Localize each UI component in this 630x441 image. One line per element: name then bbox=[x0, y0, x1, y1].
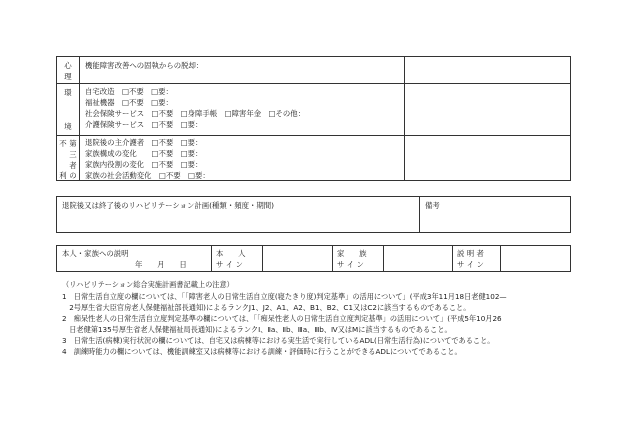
table-divider bbox=[56, 135, 571, 136]
family-sign-label: 家 族 bbox=[337, 249, 367, 258]
environment-line-home: 自宅改造 □不要 □要： bbox=[85, 87, 173, 96]
note-line: 1 日常生活自立度の欄については、「「障害老人の日常生活自立度(寝たきり度)判定基準」の活用について」(平成3年11月18日老健102— bbox=[62, 292, 507, 301]
note-line: 2 痴呆性老人の日常生活自立度判定基準の欄については、「「痴呆性老人の日常生活自立度判定基準」の活用について」(平成5年10月26 bbox=[62, 314, 502, 323]
row-label-char: 者 bbox=[69, 161, 77, 170]
explanation-date: 年 月 日 bbox=[135, 260, 187, 269]
table-divider bbox=[452, 245, 453, 272]
note-line: 4 訓練時能力の欄については、機能訓練室又は病棟等における訓練・評価時に行うことができるADLについてであること。 bbox=[62, 347, 462, 356]
third-party-line-family-structure: 家族構成の変化 □不要 □要： bbox=[85, 149, 203, 158]
row-label-char: 利 bbox=[59, 171, 67, 180]
family-sign-caption: サ イ ン bbox=[337, 260, 364, 269]
environment-line-care-insurance: 介護保険サービス □不要 □要： bbox=[85, 120, 203, 129]
row-label-char: 不 bbox=[59, 139, 67, 148]
third-party-line-caregiver: 退院後の主介護者 □不要 □要： bbox=[85, 138, 203, 147]
notes-title: （リハビリテーション総合実施計画書記載上の注意） bbox=[62, 280, 234, 289]
table-divider bbox=[79, 56, 80, 181]
row-label-environment-top: 環 bbox=[64, 88, 72, 97]
remarks-label: 備考 bbox=[425, 201, 440, 210]
explanation-label: 本人・家族への説明 bbox=[62, 249, 129, 258]
table-divider bbox=[332, 245, 333, 272]
rehab-plan-label: 退院後又は終了後のリハビリテーション計画(種類・頻度・期間) bbox=[62, 201, 275, 210]
row-label-char: 三 bbox=[69, 150, 77, 159]
table-divider bbox=[262, 245, 263, 272]
environment-line-equipment: 福祉機器 □不要 □要： bbox=[85, 98, 173, 107]
third-party-line-family-role: 家族内役割の変化 □不要 □要： bbox=[85, 160, 203, 169]
table-divider bbox=[56, 83, 571, 84]
psychology-line: 機能障害改善への固執からの脱却： bbox=[85, 61, 204, 70]
table-divider bbox=[383, 245, 384, 272]
table-divider bbox=[404, 56, 405, 181]
explainer-sign-label: 説 明 者 bbox=[457, 249, 484, 258]
note-line: 日老健第135号厚生省老人保健福祉局長通知)によるランクⅠ、Ⅱa、Ⅱb、Ⅲa、Ⅲb、Ⅳ又はMに該当するものであること。 bbox=[62, 325, 452, 334]
note-line: 3 日常生活(病棟)実行状況の欄については、自宅又は病棟等における実生活で実行しているADL(日常生活行為)についてであること。 bbox=[62, 336, 495, 345]
row-label-psychology-top: 心 bbox=[64, 61, 72, 70]
table-divider bbox=[211, 245, 212, 272]
row-label-char: の bbox=[69, 171, 77, 180]
row-label-char: 第 bbox=[69, 139, 77, 148]
table-divider bbox=[419, 196, 420, 233]
note-line: 2号厚生省大臣官房老人保健福祉部長通知)によるランクJ1、J2、A1、A2、B1、B2、C1又はC2に該当するものであること。 bbox=[62, 303, 471, 312]
row-label-psychology-bottom: 理 bbox=[64, 72, 72, 81]
row-label-environment-bottom: 境 bbox=[64, 122, 72, 131]
patient-sign-label: 本 人 bbox=[216, 249, 246, 258]
table-divider bbox=[500, 245, 501, 272]
environment-line-social-insurance: 社会保険サービス □不要 □身障手帳 □障害年金 □その他： bbox=[85, 109, 306, 118]
signature-box bbox=[56, 245, 571, 272]
patient-sign-caption: サ イ ン bbox=[216, 260, 243, 269]
third-party-line-social-activity: 家族の社会活動変化 □不要 □要： bbox=[85, 171, 210, 180]
explainer-sign-caption: サ イ ン bbox=[457, 260, 484, 269]
